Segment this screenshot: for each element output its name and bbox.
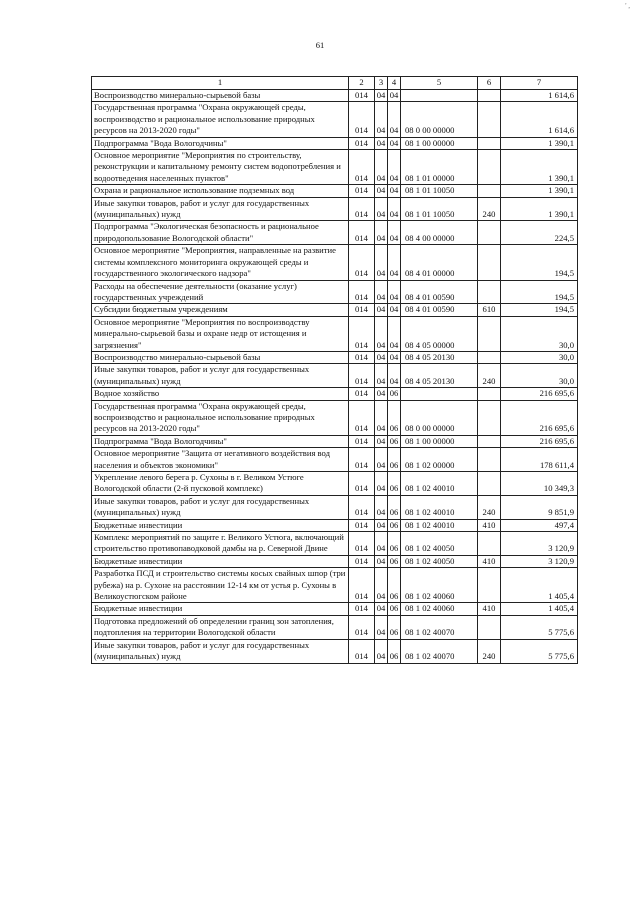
- row-expense-type: [478, 221, 501, 245]
- row-ministry-code: 014: [349, 280, 375, 304]
- row-name: Иные закупки товаров, работ и услуг для государственных (муниципальных) нужд: [92, 197, 349, 221]
- row-subsection-code: 04: [388, 90, 401, 102]
- row-expense-type: [478, 90, 501, 102]
- row-name: Основное мероприятие "Мероприятия, направленные на развитие системы комплексного мониторинга окружающей среды и государственного экологического надзора": [92, 245, 349, 280]
- row-amount: 1 405,4: [501, 603, 578, 615]
- table-row: [92, 221, 578, 245]
- row-ministry-code: 014: [349, 615, 375, 639]
- row-section-code: 04: [375, 221, 388, 245]
- row-expense-type: [478, 351, 501, 363]
- row-expense-type: [478, 400, 501, 435]
- row-section-code: 04: [375, 102, 388, 137]
- row-ministry-code: 014: [349, 568, 375, 603]
- row-expense-type: 410: [478, 519, 501, 531]
- row-name: Укрепление левого берега р. Сухоны в г. Великом Устюге Вологодской области (2-й пусковой комплекс): [92, 472, 349, 496]
- row-expense-type: [478, 245, 501, 280]
- row-name: Воспроизводство минерально-сырьевой базы: [92, 90, 349, 102]
- row-section-code: 04: [375, 435, 388, 447]
- row-name: Иные закупки товаров, работ и услуг для государственных (муниципальных) нужд: [92, 639, 349, 663]
- row-expense-type: 410: [478, 555, 501, 567]
- row-name: Разработка ПСД и строительство системы косых свайных шпор (три рубежа) на р. Сухоне на расстоянии 12-14 км от устья р. Сухоны в Великоустюгском районе: [92, 568, 349, 603]
- header-col-3: 3: [375, 77, 388, 90]
- row-target-article: 08 0 00 00000: [401, 400, 478, 435]
- row-amount: 10 349,3: [501, 472, 578, 496]
- row-amount: 216 695,6: [501, 435, 578, 447]
- header-col-5: 5: [401, 77, 478, 90]
- row-amount: 1 390,1: [501, 137, 578, 149]
- row-target-article: 08 1 02 40070: [401, 615, 478, 639]
- row-name: Комплекс мероприятий по защите г. Великого Устюга, включающий строительство противопаводковой дамбы на р. Северной Двине: [92, 532, 349, 556]
- row-ministry-code: 014: [349, 435, 375, 447]
- row-target-article: 08 1 02 40060: [401, 603, 478, 615]
- row-ministry-code: 014: [349, 245, 375, 280]
- table-row: [92, 472, 578, 496]
- row-section-code: 04: [375, 137, 388, 149]
- row-target-article: 08 1 01 00000: [401, 150, 478, 185]
- row-expense-type: [478, 280, 501, 304]
- row-expense-type: [478, 185, 501, 197]
- row-amount: 9 851,9: [501, 495, 578, 519]
- row-name: Бюджетные инвестиции: [92, 603, 349, 615]
- table-row: [92, 639, 578, 663]
- row-section-code: 04: [375, 400, 388, 435]
- table-row: [92, 603, 578, 615]
- row-ministry-code: 014: [349, 495, 375, 519]
- row-expense-type: 240: [478, 495, 501, 519]
- row-target-article: 08 4 00 00000: [401, 221, 478, 245]
- row-subsection-code: 06: [388, 435, 401, 447]
- row-amount: 1 614,6: [501, 102, 578, 137]
- row-ministry-code: 014: [349, 102, 375, 137]
- row-amount: 30,0: [501, 364, 578, 388]
- row-expense-type: [478, 435, 501, 447]
- row-amount: 30,0: [501, 316, 578, 351]
- row-expense-type: [478, 615, 501, 639]
- table-row: [92, 90, 578, 102]
- row-subsection-code: 06: [388, 615, 401, 639]
- row-name: Подпрограмма "Экологическая безопасность и рациональное природопользование Вологодской области": [92, 221, 349, 245]
- row-subsection-code: 04: [388, 304, 401, 316]
- row-ministry-code: 014: [349, 519, 375, 531]
- header-col-6: 6: [478, 77, 501, 90]
- row-ministry-code: 014: [349, 90, 375, 102]
- row-name: Бюджетные инвестиции: [92, 519, 349, 531]
- row-expense-type: [478, 532, 501, 556]
- row-amount: 1 614,6: [501, 90, 578, 102]
- row-ministry-code: 014: [349, 304, 375, 316]
- row-section-code: 04: [375, 603, 388, 615]
- table-row: [92, 615, 578, 639]
- row-section-code: 04: [375, 364, 388, 388]
- row-ministry-code: 014: [349, 472, 375, 496]
- row-target-article: 08 1 01 10050: [401, 185, 478, 197]
- row-expense-type: [478, 388, 501, 400]
- row-section-code: 04: [375, 280, 388, 304]
- row-target-article: 08 4 05 00000: [401, 316, 478, 351]
- row-section-code: 04: [375, 568, 388, 603]
- row-name: Воспроизводство минерально-сырьевой базы: [92, 351, 349, 363]
- row-section-code: 04: [375, 615, 388, 639]
- row-section-code: 04: [375, 316, 388, 351]
- row-amount: 216 695,6: [501, 400, 578, 435]
- row-subsection-code: 04: [388, 316, 401, 351]
- row-name: Водное хозяйство: [92, 388, 349, 400]
- row-amount: 5 775,6: [501, 615, 578, 639]
- row-name: Подготовка предложений об определении границ зон затопления, подтопления на территории Вологодской области: [92, 615, 349, 639]
- row-name: Расходы на обеспечение деятельности (оказание услуг) государственных учреждений: [92, 280, 349, 304]
- row-ministry-code: 014: [349, 150, 375, 185]
- row-subsection-code: 06: [388, 555, 401, 567]
- table-row: [92, 495, 578, 519]
- row-ministry-code: 014: [349, 221, 375, 245]
- row-target-article: 08 1 02 00000: [401, 448, 478, 472]
- table-row: [92, 150, 578, 185]
- row-target-article: 08 1 02 40050: [401, 532, 478, 556]
- row-expense-type: [478, 472, 501, 496]
- row-amount: 194,5: [501, 304, 578, 316]
- row-subsection-code: 04: [388, 150, 401, 185]
- row-section-code: 04: [375, 351, 388, 363]
- row-ministry-code: 014: [349, 603, 375, 615]
- row-amount: 1 405,4: [501, 568, 578, 603]
- row-subsection-code: 06: [388, 568, 401, 603]
- row-target-article: 08 4 05 20130: [401, 351, 478, 363]
- row-ministry-code: 014: [349, 639, 375, 663]
- row-target-article: 08 1 01 10050: [401, 197, 478, 221]
- row-subsection-code: 06: [388, 448, 401, 472]
- row-subsection-code: 06: [388, 532, 401, 556]
- row-subsection-code: 06: [388, 400, 401, 435]
- row-subsection-code: 04: [388, 197, 401, 221]
- row-expense-type: [478, 448, 501, 472]
- row-name: Субсидии бюджетным учреждениям: [92, 304, 349, 316]
- table-row: [92, 568, 578, 603]
- row-section-code: 04: [375, 519, 388, 531]
- row-name: Подпрограмма "Вода Вологодчины": [92, 435, 349, 447]
- row-subsection-code: 06: [388, 472, 401, 496]
- row-section-code: 04: [375, 185, 388, 197]
- row-target-article: 08 1 02 40010: [401, 519, 478, 531]
- row-section-code: 04: [375, 555, 388, 567]
- header-col-2: 2: [349, 77, 375, 90]
- header-col-4: 4: [388, 77, 401, 90]
- row-expense-type: 410: [478, 603, 501, 615]
- row-section-code: 04: [375, 304, 388, 316]
- row-target-article: 08 1 02 40050: [401, 555, 478, 567]
- row-amount: 1 390,1: [501, 185, 578, 197]
- table-row: [92, 280, 578, 304]
- row-expense-type: [478, 102, 501, 137]
- row-section-code: 04: [375, 245, 388, 280]
- row-name: Основное мероприятие "Защита от негативного воздействия вод населения и объектов экономики": [92, 448, 349, 472]
- row-target-article: 08 4 01 00000: [401, 245, 478, 280]
- row-section-code: 04: [375, 150, 388, 185]
- row-ministry-code: 014: [349, 388, 375, 400]
- row-target-article: [401, 388, 478, 400]
- table-row: [92, 185, 578, 197]
- row-name: Государственная программа "Охрана окружающей среды, воспроизводство и рациональное использование природных ресурсов на 2013-2020 годы": [92, 102, 349, 137]
- page-number: 61: [315, 40, 325, 50]
- row-subsection-code: 04: [388, 102, 401, 137]
- row-amount: 5 775,6: [501, 639, 578, 663]
- row-amount: 178 611,4: [501, 448, 578, 472]
- row-name: Основное мероприятие "Мероприятия по строительству, реконструкции и капитальному ремонту систем водопотребления и водоотведения населенных пунктов": [92, 150, 349, 185]
- row-section-code: 04: [375, 472, 388, 496]
- row-ministry-code: 014: [349, 448, 375, 472]
- row-target-article: 08 4 05 20130: [401, 364, 478, 388]
- row-ministry-code: 014: [349, 197, 375, 221]
- row-target-article: 08 1 02 40060: [401, 568, 478, 603]
- row-target-article: 08 4 01 00590: [401, 280, 478, 304]
- row-subsection-code: 06: [388, 388, 401, 400]
- row-ministry-code: 014: [349, 532, 375, 556]
- row-amount: 3 120,9: [501, 555, 578, 567]
- row-name: Охрана и рациональное использование подземных вод: [92, 185, 349, 197]
- row-target-article: [401, 90, 478, 102]
- table-row: [92, 435, 578, 447]
- row-ministry-code: 014: [349, 185, 375, 197]
- row-expense-type: [478, 137, 501, 149]
- row-amount: 3 120,9: [501, 532, 578, 556]
- row-section-code: 04: [375, 532, 388, 556]
- row-section-code: 04: [375, 388, 388, 400]
- table-row: [92, 448, 578, 472]
- row-amount: 224,5: [501, 221, 578, 245]
- row-subsection-code: 04: [388, 137, 401, 149]
- row-subsection-code: 04: [388, 221, 401, 245]
- row-target-article: 08 1 00 00000: [401, 435, 478, 447]
- table-row: [92, 102, 578, 137]
- row-name: Основное мероприятие "Мероприятия по воспроизводству минерально-сырьевой базы и охране недр от истощения и загрязнения": [92, 316, 349, 351]
- table-row: [92, 532, 578, 556]
- row-expense-type: [478, 568, 501, 603]
- row-ministry-code: 014: [349, 364, 375, 388]
- row-subsection-code: 06: [388, 519, 401, 531]
- table-row: [92, 555, 578, 567]
- row-subsection-code: 06: [388, 495, 401, 519]
- budget-table: [91, 76, 578, 664]
- row-expense-type: [478, 316, 501, 351]
- table-row: [92, 245, 578, 280]
- row-amount: 1 390,1: [501, 150, 578, 185]
- row-section-code: 04: [375, 90, 388, 102]
- row-amount: 1 390,1: [501, 197, 578, 221]
- row-name: Государственная программа "Охрана окружающей среды, воспроизводство и рациональное использование природных ресурсов на 2013-2020 годы": [92, 400, 349, 435]
- row-expense-type: 610: [478, 304, 501, 316]
- header-col-7: 7: [501, 77, 578, 90]
- table-row: [92, 388, 578, 400]
- corner-mark: ' ,: [625, 2, 630, 10]
- row-target-article: 08 1 02 40070: [401, 639, 478, 663]
- row-amount: 30,0: [501, 351, 578, 363]
- row-subsection-code: 04: [388, 364, 401, 388]
- table-row: [92, 519, 578, 531]
- row-section-code: 04: [375, 197, 388, 221]
- row-section-code: 04: [375, 639, 388, 663]
- row-amount: 194,5: [501, 245, 578, 280]
- row-subsection-code: 06: [388, 639, 401, 663]
- table-row: [92, 400, 578, 435]
- table-row: [92, 197, 578, 221]
- row-subsection-code: 04: [388, 280, 401, 304]
- row-amount: 216 695,6: [501, 388, 578, 400]
- row-target-article: 08 0 00 00000: [401, 102, 478, 137]
- row-expense-type: 240: [478, 197, 501, 221]
- row-amount: 497,4: [501, 519, 578, 531]
- row-ministry-code: 014: [349, 555, 375, 567]
- row-ministry-code: 014: [349, 137, 375, 149]
- row-expense-type: 240: [478, 639, 501, 663]
- row-section-code: 04: [375, 448, 388, 472]
- row-expense-type: [478, 150, 501, 185]
- row-target-article: 08 1 02 40010: [401, 472, 478, 496]
- row-subsection-code: 04: [388, 245, 401, 280]
- row-ministry-code: 014: [349, 316, 375, 351]
- table-header-row: [92, 77, 578, 90]
- row-target-article: 08 1 02 40010: [401, 495, 478, 519]
- row-subsection-code: 04: [388, 185, 401, 197]
- row-name: Иные закупки товаров, работ и услуг для государственных (муниципальных) нужд: [92, 364, 349, 388]
- row-expense-type: 240: [478, 364, 501, 388]
- row-subsection-code: 06: [388, 603, 401, 615]
- row-name: Подпрограмма "Вода Вологодчины": [92, 137, 349, 149]
- row-ministry-code: 014: [349, 400, 375, 435]
- table-row: [92, 304, 578, 316]
- table-row: [92, 137, 578, 149]
- row-name: Иные закупки товаров, работ и услуг для государственных (муниципальных) нужд: [92, 495, 349, 519]
- row-ministry-code: 014: [349, 351, 375, 363]
- row-target-article: 08 1 00 00000: [401, 137, 478, 149]
- row-amount: 194,5: [501, 280, 578, 304]
- table-row: [92, 351, 578, 363]
- table-row: [92, 316, 578, 351]
- row-name: Бюджетные инвестиции: [92, 555, 349, 567]
- row-target-article: 08 4 01 00590: [401, 304, 478, 316]
- row-section-code: 04: [375, 495, 388, 519]
- row-subsection-code: 04: [388, 351, 401, 363]
- header-col-1: 1: [92, 77, 349, 90]
- table-row: [92, 364, 578, 388]
